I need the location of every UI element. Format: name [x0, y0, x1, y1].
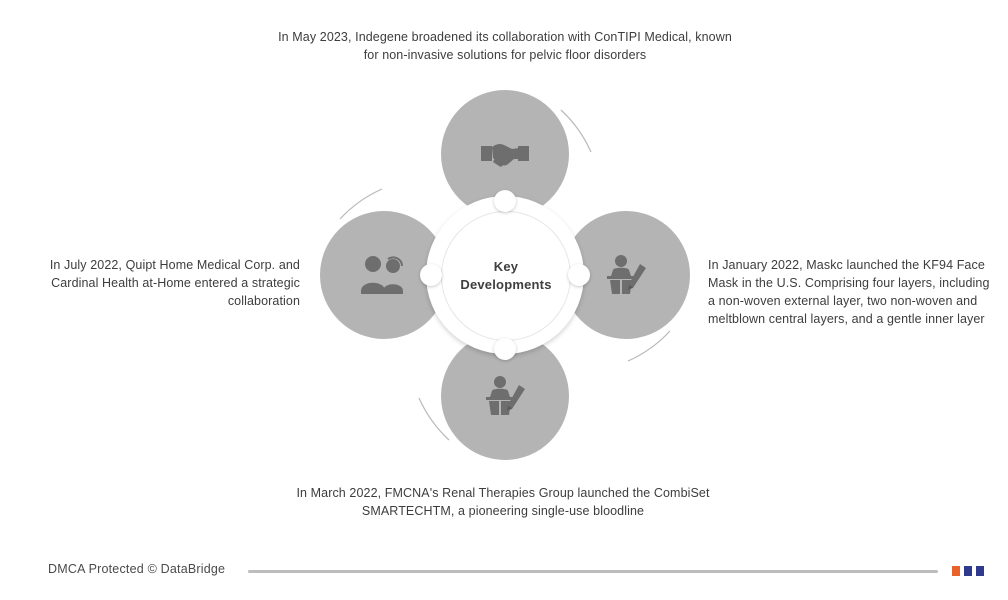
connector-dot-left: [420, 264, 442, 286]
center-ring-inner: [441, 211, 571, 341]
connector-dot-bottom: [494, 338, 516, 360]
callout-text-bottom: In March 2022, FMCNA's Renal Therapies Group launched the CombiSet SMARTECHTM, a pioneering single-use bloodline: [296, 486, 710, 519]
center-label-line2: Developments: [460, 277, 552, 292]
brand-mark-2: [964, 566, 972, 576]
center-label: [460, 258, 551, 293]
callout-text-top: In May 2023, Indegene broadened its collaboration with ConTIPI Medical, known for non-invasive solutions for pelvic floor disorders: [278, 30, 732, 63]
brand-mark-3: [976, 566, 984, 576]
callout-text-right: In January 2022, Maskc launched the KF94 Face Mask in the U.S. Comprising four layers, including a non-woven external layer, two non-woven and meltblown central layers, and a gentle inner layer: [708, 258, 990, 327]
connector-dot-top: [494, 190, 516, 212]
partnership-people-icon: [358, 253, 410, 297]
handshake-icon: [478, 134, 532, 174]
footer: [0, 544, 1008, 600]
product-launch-icon: [600, 252, 652, 298]
footer-divider: [248, 570, 938, 573]
callout-text-left: In July 2022, Quipt Home Medical Corp. and Cardinal Health at-Home entered a strategic collaboration: [49, 258, 300, 309]
key-developments-wheel: [310, 80, 700, 470]
brand-marks: [952, 566, 984, 576]
product-launch-icon: [479, 373, 531, 419]
center-label-line1: Key: [493, 259, 519, 275]
footer-copyright: DMCA Protected © DataBridge: [48, 562, 226, 576]
connector-dot-right: [568, 264, 590, 286]
brand-mark-1: [952, 566, 960, 576]
